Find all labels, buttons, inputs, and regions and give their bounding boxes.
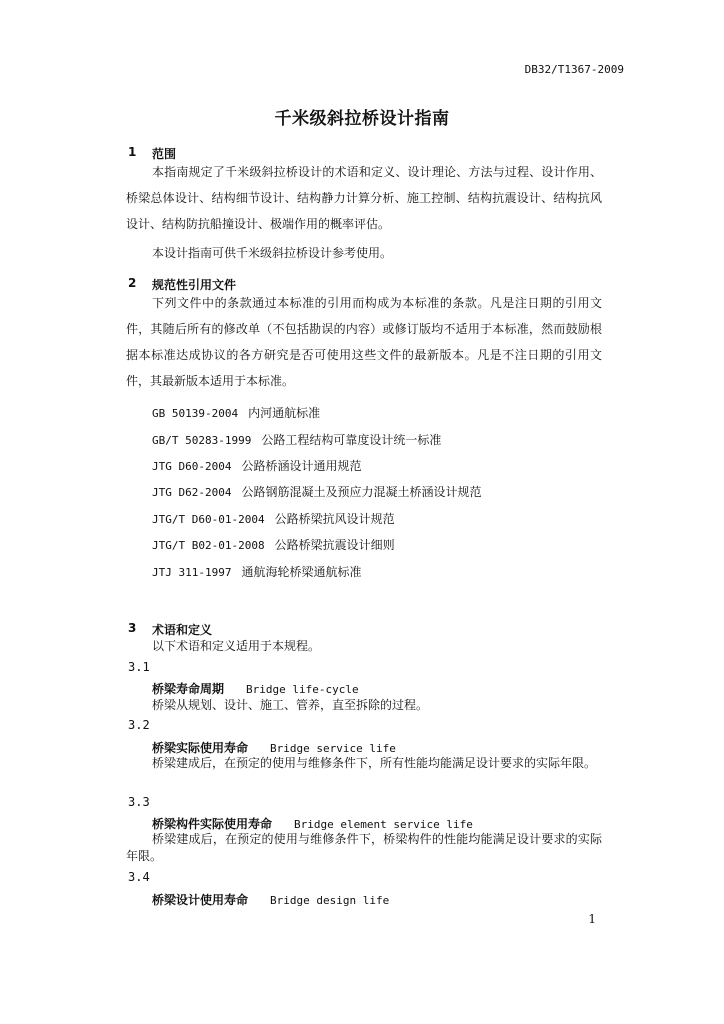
reference-name: 公路钢筋混凝土及预应力混凝土桥涵设计规范 xyxy=(241,485,482,499)
term-heading xyxy=(152,680,359,697)
reference-code: GB 50139-2004 xyxy=(152,407,239,420)
reference-item xyxy=(152,431,441,448)
term-english: Bridge element service life xyxy=(294,818,473,831)
reference-item xyxy=(152,483,482,500)
reference-name: 内河通航标准 xyxy=(248,406,321,420)
reference-item xyxy=(152,510,395,527)
reference-name: 公路工程结构可靠度设计统一标准 xyxy=(261,433,442,447)
term-chinese: 桥梁设计使用寿命 xyxy=(152,893,249,907)
term-heading xyxy=(152,815,473,832)
document-code: DB32/T1367-2009 xyxy=(524,63,624,76)
reference-name: 公路桥梁抗震设计细则 xyxy=(274,538,395,552)
reference-item xyxy=(152,563,362,580)
reference-item xyxy=(152,457,362,474)
term-definition: 桥梁建成后，在预定的使用与维修条件下，所有性能均能满足设计要求的实际年限。 xyxy=(152,756,597,770)
reference-name: 公路桥梁抗风设计规范 xyxy=(274,512,395,526)
clause-number: 3.4 xyxy=(128,870,150,884)
term-english: Bridge service life xyxy=(270,742,396,755)
section-2-number: 2 xyxy=(128,276,137,290)
term-chinese: 桥梁寿命周期 xyxy=(152,682,225,696)
reference-code: JTG D62-2004 xyxy=(152,486,232,499)
section-1-number: 1 xyxy=(128,145,137,159)
reference-code: JTG/T B02-01-2008 xyxy=(152,539,265,552)
reference-code: GB/T 50283-1999 xyxy=(152,434,252,447)
section-2-title: 规范性引用文件 xyxy=(152,278,237,292)
term-english: Bridge design life xyxy=(270,894,390,907)
term-heading xyxy=(152,891,389,908)
reference-code: JTG D60-2004 xyxy=(152,460,232,473)
term-definition: 桥梁从规划、设计、施工、管养，直至拆除的过程。 xyxy=(152,698,429,712)
page-number: 1 xyxy=(588,912,596,926)
term-definition: 桥梁建成后，在预定的使用与维修条件下，桥梁构件的性能均能满足设计要求的实际年限。 xyxy=(126,832,602,863)
reference-item xyxy=(152,404,320,421)
reference-item xyxy=(152,536,395,553)
section-1-paragraph: 本指南规定了千米级斜拉桥设计的术语和定义、设计理论、方法与过程、设计作用、桥梁总体设计、结构细节设计、结构静力计算分析、施工控制、结构抗震设计、结构抗风设计、结构防抗船撞设计、极端作用的概率评估。 xyxy=(126,165,602,231)
section-1-paragraph-2: 本设计指南可供千米级斜拉桥设计参考使用。 xyxy=(152,246,393,260)
section-3-title: 术语和定义 xyxy=(152,623,213,637)
term-chinese: 桥梁构件实际使用寿命 xyxy=(152,817,273,831)
reference-code: JTJ 311-1997 xyxy=(152,566,232,579)
section-3-number: 3 xyxy=(128,621,137,635)
document-title: 千米级斜拉桥设计指南 xyxy=(274,109,450,129)
term-heading xyxy=(152,739,396,756)
reference-name: 通航海轮桥梁通航标准 xyxy=(241,565,362,579)
reference-code: JTG/T D60-01-2004 xyxy=(152,513,265,526)
section-2-paragraph: 下列文件中的条款通过本标准的引用而构成为本标准的条款。凡是注日期的引用文件，其随后所有的修改单（不包括勘误的内容）或修订版均不适用于本标准，然而鼓励根据本标准达成协议的各方研究是否可使用这些文件的最新版本。凡是不注日期的引用文件，其最新版本适用于本标准。 xyxy=(126,296,602,388)
term-english: Bridge life-cycle xyxy=(246,683,359,696)
term-chinese: 桥梁实际使用寿命 xyxy=(152,741,249,755)
reference-name: 公路桥涵设计通用规范 xyxy=(241,459,362,473)
section-3-intro: 以下术语和定义适用于本规程。 xyxy=(152,639,321,653)
clause-number: 3.3 xyxy=(128,795,150,809)
section-1-title: 范围 xyxy=(152,147,177,161)
clause-number: 3.2 xyxy=(128,718,150,732)
clause-number: 3.1 xyxy=(128,660,150,674)
